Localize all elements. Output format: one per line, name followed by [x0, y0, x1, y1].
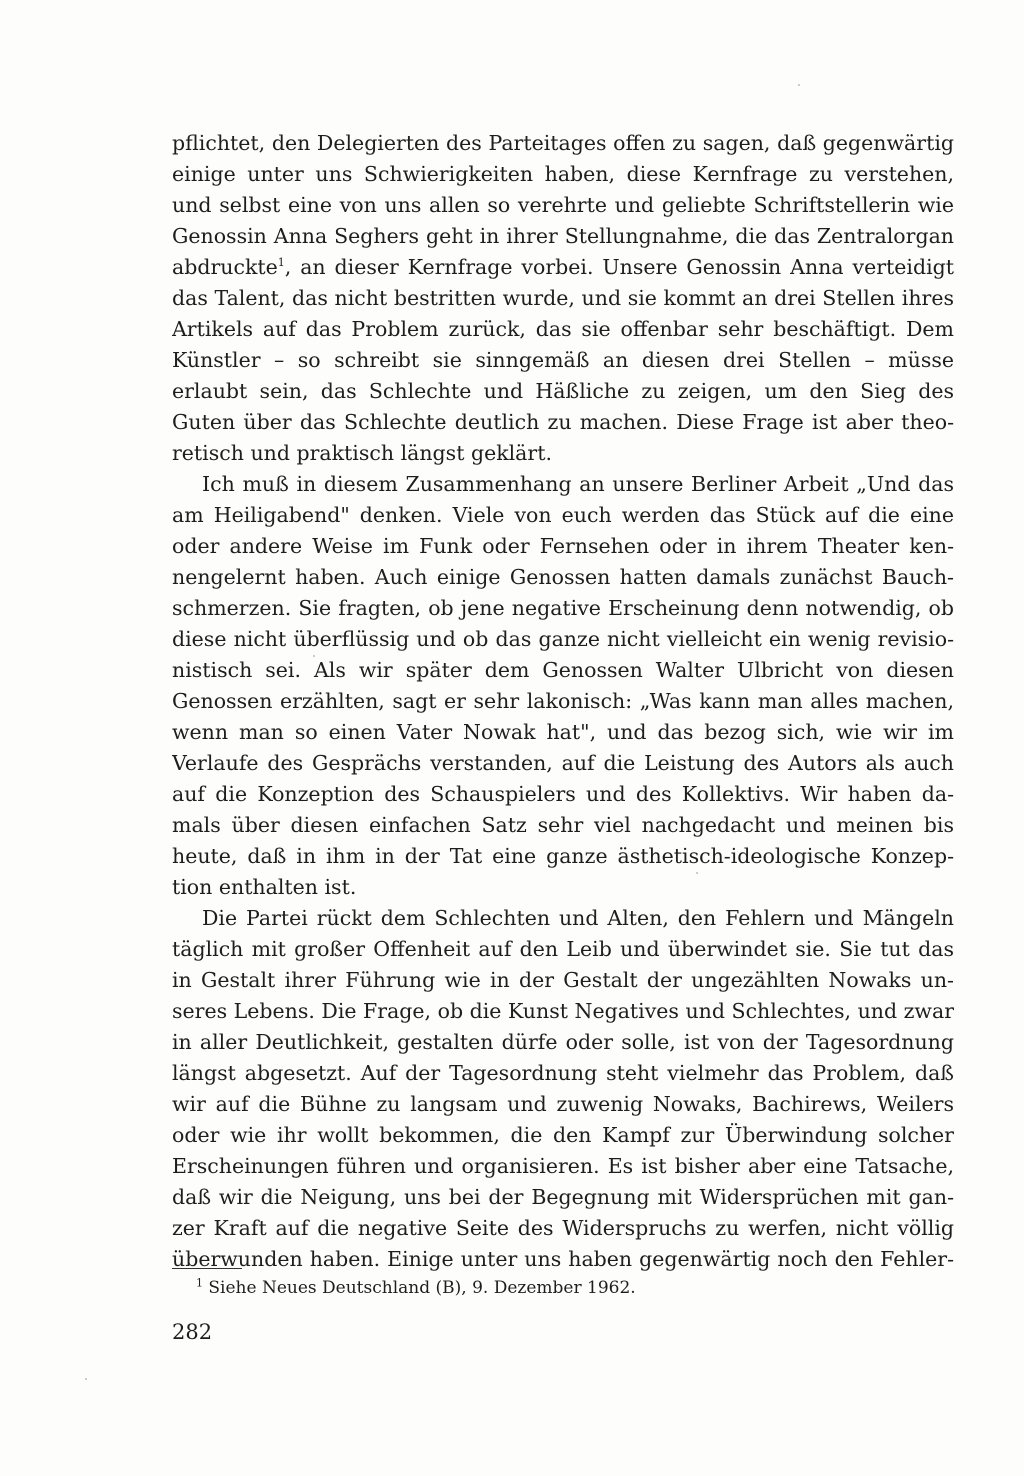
text-line: retisch und praktisch längst geklärt.: [172, 441, 552, 465]
text-line: das Talent, das nicht bestritten wurde, und sie kommt an drei Stellen ihres: [172, 286, 954, 310]
text-line-with-footnote: [172, 252, 954, 283]
footnote: [196, 1274, 896, 1302]
text-fragment: , an dieser Kernfrage vorbei. Unsere Genossin Anna verteidigt: [284, 255, 954, 279]
footnote-separator: [172, 1268, 242, 1269]
text-line: Erscheinungen führen und organisieren. Es ist bisher aber eine Tatsache,: [172, 1154, 954, 1178]
text-line: in aller Deutlichkeit, gestalten dürfe oder solle, ist von der Tagesordnung: [172, 1030, 954, 1054]
footnote-ref: 1: [277, 256, 285, 270]
text-line: mals über diesen einfachen Satz sehr viel nachgedacht und meinen bis: [172, 813, 954, 837]
footnote-marker: 1: [196, 1276, 203, 1290]
text-line: nengelernt haben. Auch einige Genossen hatten damals zunächst Bauch-: [172, 565, 954, 589]
text-line: am Heiligabend" denken. Viele von euch werden das Stück auf die eine: [172, 503, 954, 527]
page-number: 282: [172, 1320, 213, 1344]
body-text: [172, 128, 954, 1275]
text-line: Guten über das Schlechte deutlich zu machen. Diese Frage ist aber theo-: [172, 410, 954, 434]
scan-speck: [696, 872, 698, 874]
text-line: daß wir die Neigung, uns bei der Begegnung mit Widersprüchen mit gan-: [172, 1185, 954, 1209]
text-line: wenn man so einen Vater Nowak hat", und das bezog sich, wie wir im: [172, 720, 954, 744]
text-line: täglich mit großer Offenheit auf den Leib und überwindet sie. Sie tut das: [172, 937, 954, 961]
text-line: nistisch sei. Als wir später dem Genossen Walter Ulbricht von diesen: [172, 658, 954, 682]
text-line: erlaubt sein, das Schlechte und Häßliche zu zeigen, um den Sieg des: [172, 379, 954, 403]
text-line: Genossin Anna Seghers geht in ihrer Stellungnahme, die das Zentralorgan: [172, 224, 954, 248]
text-line: schmerzen. Sie fragten, ob jene negative Erscheinung denn notwendig, ob: [172, 596, 954, 620]
text-line: und selbst eine von uns allen so verehrte und geliebte Schriftstellerin wie: [172, 193, 954, 217]
text-line: Genossen erzählten, sagt er sehr lakonisch: „Was kann man alles machen,: [172, 689, 954, 713]
text-line: oder andere Weise im Funk oder Fernsehen oder in ihrem Theater ken-: [172, 534, 954, 558]
text-line: oder wie ihr wollt bekommen, die den Kampf zur Überwindung solcher: [172, 1123, 954, 1147]
text-line: zer Kraft auf die negative Seite des Widerspruchs zu werfen, nicht völlig: [172, 1216, 954, 1240]
text-line: pflichtet, den Delegierten des Parteitages offen zu sagen, daß gegenwärtig: [172, 131, 954, 155]
text-line: diese nicht überflüssig und ob das ganze nicht vielleicht ein wenig revisio-: [172, 627, 954, 651]
footnote-text: Siehe Neues Deutschland (B), 9. Dezember 1962.: [208, 1278, 636, 1298]
text-line: wir auf die Bühne zu langsam und zuwenig Nowaks, Bachirews, Weilers: [172, 1092, 954, 1116]
text-line: heute, daß in ihm in der Tat eine ganze ästhetisch-ideologische Konzep-: [172, 844, 954, 868]
text-line: überwunden haben. Einige unter uns haben gegenwärtig noch den Fehler-: [172, 1247, 954, 1271]
scan-speck: [798, 84, 800, 86]
scan-speck: [313, 655, 315, 657]
paragraph-start: Ich muß in diesem Zusammenhang an unsere Berliner Arbeit „Und das: [202, 472, 954, 496]
text-fragment: abdruckte: [172, 255, 278, 279]
text-line: Verlaufe des Gesprächs verstanden, auf die Leistung des Autors als auch: [172, 751, 954, 775]
text-line: seres Lebens. Die Frage, ob die Kunst Negatives und Schlechtes, und zwar: [172, 999, 954, 1023]
text-line: Artikels auf das Problem zurück, das sie offenbar sehr beschäftigt. Dem: [172, 317, 954, 341]
scan-speck: [85, 1378, 87, 1380]
text-line: einige unter uns Schwierigkeiten haben, diese Kernfrage zu verstehen,: [172, 162, 954, 186]
text-line: tion enthalten ist.: [172, 875, 357, 899]
text-line: längst abgesetzt. Auf der Tagesordnung steht vielmehr das Problem, daß: [172, 1061, 954, 1085]
text-line: Künstler – so schreibt sie sinngemäß an diesen drei Stellen – müsse: [172, 348, 954, 372]
paragraph-start: Die Partei rückt dem Schlechten und Alten, den Fehlern und Mängeln: [202, 906, 954, 930]
text-line: auf die Konzeption des Schauspielers und des Kollektivs. Wir haben da-: [172, 782, 954, 806]
text-line: in Gestalt ihrer Führung wie in der Gestalt der ungezählten Nowaks un-: [172, 968, 954, 992]
